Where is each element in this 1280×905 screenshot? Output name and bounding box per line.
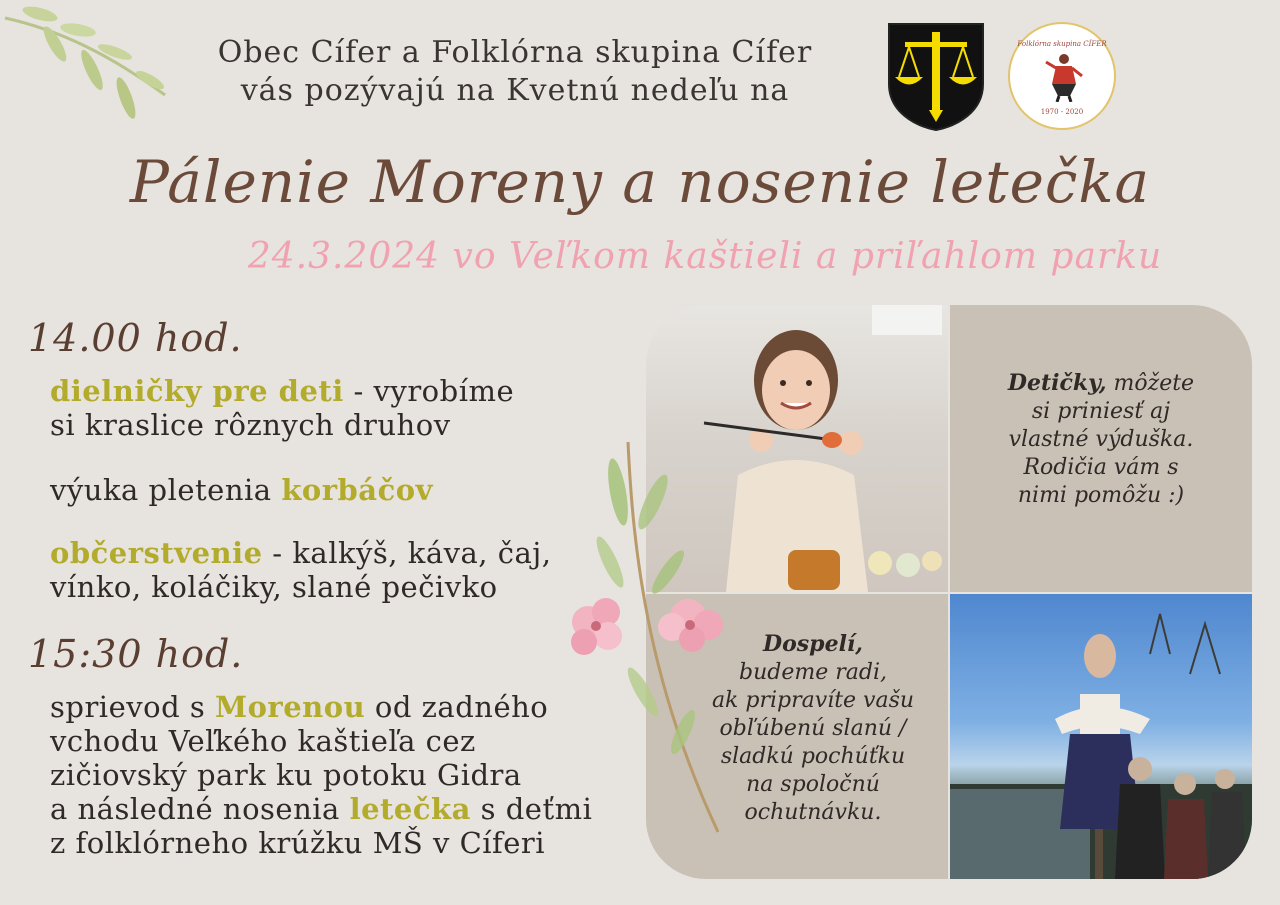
procession-line-2: vchodu Veľkého kaštieľa cez xyxy=(50,724,476,758)
program-item-procession xyxy=(50,690,592,860)
procession-illustration xyxy=(950,594,1252,879)
morena-procession-photo xyxy=(950,594,1252,879)
workshops-highlight: dielničky pre deti xyxy=(50,374,344,408)
procession-text-c: a následné nosenia xyxy=(50,792,350,826)
intro-line-2: vás pozývajú na Kvetnú nedeľu na xyxy=(240,73,790,108)
kids-note-line-3: vlastné výduška. xyxy=(1008,427,1194,452)
intro-line-1: Obec Cífer a Folklórna skupina Cífer xyxy=(217,35,813,70)
adults-note-line-2: ak pripravíte vašu xyxy=(711,688,915,713)
program-item-whips xyxy=(50,473,433,507)
program-item-refreshments xyxy=(50,536,551,604)
procession-line-5: z folklórneho krúžku MŠ v Cíferi xyxy=(50,826,546,860)
procession-text-a: sprievod s xyxy=(50,690,215,724)
procession-line-3: zičiovský park ku potoku Gidra xyxy=(50,758,522,792)
invitation-intro xyxy=(150,34,880,110)
time-second: 15:30 hod. xyxy=(28,632,244,676)
event-date-location: 24.3.2024 vo Veľkom kaštieli a priľahlom parku xyxy=(247,236,1163,277)
kids-note-cell xyxy=(950,305,1252,592)
dancer-figure-icon xyxy=(1044,52,1084,102)
adults-note-line-5: na spoločnú xyxy=(746,772,880,797)
folk-group-logo xyxy=(1008,22,1116,130)
adults-note-line-1: budeme radi, xyxy=(739,660,887,685)
leaf-branch-decoration xyxy=(0,0,175,130)
workshops-line-2: si kraslice rôznych druhov xyxy=(50,408,451,442)
village-crest-logo xyxy=(887,22,985,132)
kids-note-line-4: Rodičia vám s xyxy=(1023,455,1179,480)
logo-top-text: Folklórna skupina CÍFER xyxy=(1017,40,1107,48)
adults-note-bold: Dospelí, xyxy=(763,631,863,657)
procession-text-b: od zadného xyxy=(365,690,549,724)
time-first: 14.00 hod. xyxy=(28,316,243,360)
flower-branch-decoration xyxy=(548,432,748,842)
kids-note xyxy=(960,369,1242,510)
procession-text-d: s deťmi xyxy=(470,792,593,826)
letecko-highlight: letečka xyxy=(349,792,471,826)
refreshments-line-2: vínko, koláčiky, slané pečivko xyxy=(50,570,498,604)
refreshments-text: - kalkýš, káva, čaj, xyxy=(262,536,552,570)
program-item-workshops xyxy=(50,374,514,442)
whips-text: výuka pletenia xyxy=(50,473,282,507)
kids-note-line-2: si priniesť aj xyxy=(1031,399,1171,424)
whips-highlight: korbáčov xyxy=(281,473,433,507)
refreshments-highlight: občerstvenie xyxy=(50,536,263,570)
workshops-text: - vyrobíme xyxy=(343,374,515,408)
adults-note-line-6: ochutnávku. xyxy=(744,800,882,825)
kids-note-line-1: môžete xyxy=(1106,371,1195,396)
logo-bottom-text: 1970 - 2020 xyxy=(1040,108,1084,116)
adults-note-line-3: obľúbenú slanú / xyxy=(719,716,907,741)
kids-note-bold: Detičky, xyxy=(1007,370,1107,396)
adults-note-line-4: sladkú pochúťku xyxy=(720,744,906,769)
morena-highlight: Morenou xyxy=(214,690,366,724)
kids-note-line-5: nimi pomôžu :) xyxy=(1017,483,1185,508)
event-title: Pálenie Moreny a nosenie letečka xyxy=(129,148,1151,216)
